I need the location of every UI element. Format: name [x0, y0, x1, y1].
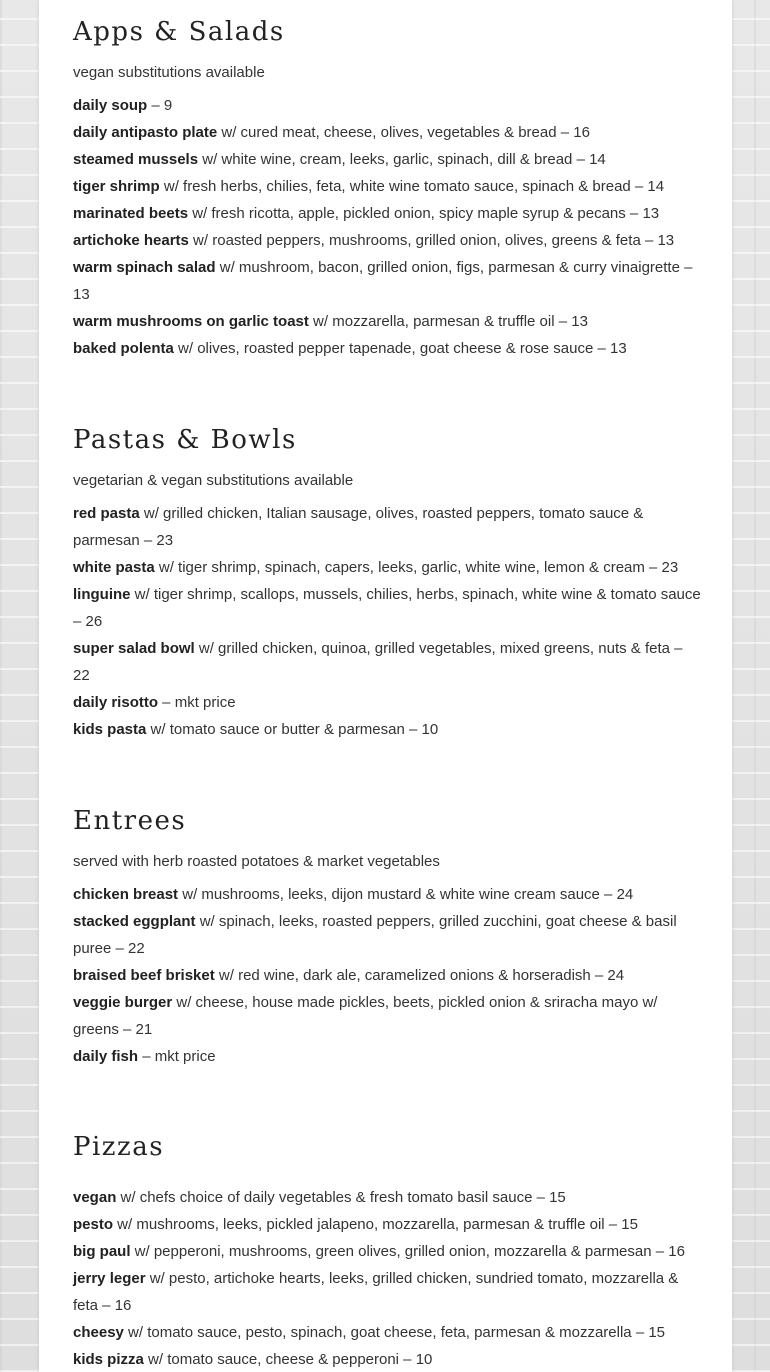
menu-item-description: w/ mozzarella, parmesan & truffle oil – 13 [308, 313, 588, 330]
menu-item-name: red pasta [73, 505, 140, 522]
section-apps-salads [73, 16, 703, 362]
section-note: vegan substitutions available [73, 64, 265, 81]
section-title: Pizzas [73, 1132, 165, 1162]
menu-item-name: marinated beets [73, 205, 189, 222]
menu-item-name: kids pizza [73, 1351, 144, 1368]
menu-item-list [73, 92, 703, 362]
menu-item [73, 1238, 703, 1265]
menu-item [73, 635, 703, 689]
menu-item [73, 173, 703, 200]
menu-item-list [73, 500, 703, 743]
menu-item-description: w/ grilled chicken, Italian sausage, olives, roasted peppers, tomato sauce & parmesan – 23 [73, 505, 644, 549]
menu-item-description: w/ spinach, leeks, roasted peppers, grilled zucchini, goat cheese & basil puree – 22 [73, 913, 677, 957]
menu-item [73, 1043, 703, 1070]
menu-item-description: w/ pepperoni, mushrooms, green olives, grilled onion, mozzarella & parmesan – 16 [130, 1243, 685, 1260]
menu-item-description: w/ grilled chicken, quinoa, grilled vegetables, mixed greens, nuts & feta – 22 [73, 640, 683, 684]
menu-item [73, 335, 703, 362]
menu-item [73, 92, 703, 119]
menu-item-description: w/ tiger shrimp, scallops, mussels, chilies, herbs, spinach, white wine & tomato sauce – 26 [73, 586, 701, 630]
menu-item-description: – 9 [147, 97, 173, 114]
menu-item-description: w/ mushrooms, leeks, pickled jalapeno, mozzarella, parmesan & truffle oil – 15 [113, 1216, 638, 1233]
menu-item-name: artichoke hearts [73, 232, 189, 249]
menu-page [39, 0, 732, 1372]
menu-item [73, 200, 703, 227]
menu-item [73, 581, 703, 635]
menu-item-name: daily risotto [73, 694, 159, 711]
menu-item-description: w/ red wine, dark ale, caramelized onions & horseradish – 24 [214, 967, 625, 984]
section-title: Apps & Salads [73, 17, 285, 47]
menu-item-description: w/ cured meat, cheese, olives, vegetables & bread – 16 [217, 124, 590, 141]
menu-item-name: steamed mussels [73, 151, 199, 168]
menu-item-description: w/ tiger shrimp, spinach, capers, leeks, garlic, white wine, lemon & cream – 23 [154, 559, 679, 576]
menu-item [73, 989, 703, 1043]
menu-item-description: w/ roasted peppers, mushrooms, grilled onion, olives, greens & feta – 13 [188, 232, 675, 249]
menu-item [73, 908, 703, 962]
menu-item-name: kids pasta [73, 721, 147, 738]
menu-item [73, 1211, 703, 1238]
menu-item-name: baked polenta [73, 340, 174, 357]
menu-item-name: tiger shrimp [73, 178, 160, 195]
menu-item [73, 146, 703, 173]
section-entrees [73, 805, 703, 1070]
menu-item-name: warm spinach salad [73, 259, 216, 276]
menu-item-name: daily soup [73, 97, 148, 114]
menu-item-description: w/ fresh ricotta, apple, pickled onion, spicy maple syrup & pecans – 13 [188, 205, 660, 222]
menu-item-description: – mkt price [158, 694, 236, 711]
menu-item [73, 554, 703, 581]
menu-item-name: pesto [73, 1216, 114, 1233]
menu-item-name: linguine [73, 586, 131, 603]
menu-item-name: cheesy [73, 1324, 124, 1341]
menu-item-name: super salad bowl [73, 640, 195, 657]
menu-item [73, 716, 703, 743]
menu-item-description: w/ cheese, house made pickles, beets, pickled onion & sriracha mayo w/ greens – 21 [73, 994, 658, 1038]
menu-item-description: w/ pesto, artichoke hearts, leeks, grilled chicken, sundried tomato, mozzarella & feta – 16 [73, 1270, 679, 1314]
menu-item-name: daily antipasto plate [73, 124, 218, 141]
section-title: Pastas & Bowls [73, 425, 297, 455]
menu-item [73, 308, 703, 335]
menu-item-description: w/ tomato sauce, cheese & pepperoni – 10 [143, 1351, 433, 1368]
menu-item [73, 1346, 703, 1372]
menu-item-list [73, 1184, 703, 1372]
menu-item-name: chicken breast [73, 886, 179, 903]
menu-item-description: w/ mushrooms, leeks, dijon mustard & white wine cream sauce – 24 [178, 886, 634, 903]
menu-item-description: w/ tomato sauce, pesto, spinach, goat cheese, feta, parmesan & mozzarella – 15 [123, 1324, 666, 1341]
menu-item-name: braised beef brisket [73, 967, 215, 984]
section-note: served with herb roasted potatoes & market vegetables [73, 853, 440, 870]
menu-item [73, 881, 703, 908]
menu-item-name: stacked eggplant [73, 913, 196, 930]
menu-item [73, 119, 703, 146]
menu-item-description: w/ tomato sauce or butter & parmesan – 10 [146, 721, 439, 738]
menu-item-description: – mkt price [138, 1048, 216, 1065]
section-pastas-bowls [73, 424, 703, 743]
section-note: vegetarian & vegan substitutions available [73, 472, 354, 489]
menu-item-description: w/ fresh herbs, chilies, feta, white wine tomato sauce, spinach & bread – 14 [159, 178, 665, 195]
menu-item-name: jerry leger [73, 1270, 146, 1287]
menu-item [73, 1184, 703, 1211]
menu-item [73, 254, 703, 308]
menu-item-name: warm mushrooms on garlic toast [73, 313, 309, 330]
menu-item [73, 227, 703, 254]
menu-item-name: white pasta [73, 559, 155, 576]
menu-item-description: w/ white wine, cream, leeks, garlic, spinach, dill & bread – 14 [198, 151, 606, 168]
section-pizzas [73, 1131, 703, 1372]
menu-item [73, 962, 703, 989]
menu-item [73, 1265, 703, 1319]
menu-item-name: veggie burger [73, 994, 173, 1011]
menu-item-name: big paul [73, 1243, 131, 1260]
menu-item [73, 689, 703, 716]
menu-item [73, 1319, 703, 1346]
menu-item-description: w/ mushroom, bacon, grilled onion, figs, parmesan & curry vinaigrette – 13 [73, 259, 693, 303]
menu-item-description: w/ olives, roasted pepper tapenade, goat cheese & rose sauce – 13 [173, 340, 627, 357]
menu-item-name: vegan [73, 1189, 117, 1206]
menu-item-list [73, 881, 703, 1070]
menu-item [73, 500, 703, 554]
section-title: Entrees [73, 806, 187, 836]
menu-item-name: daily fish [73, 1048, 139, 1065]
menu-item-description: w/ chefs choice of daily vegetables & fresh tomato basil sauce – 15 [116, 1189, 566, 1206]
